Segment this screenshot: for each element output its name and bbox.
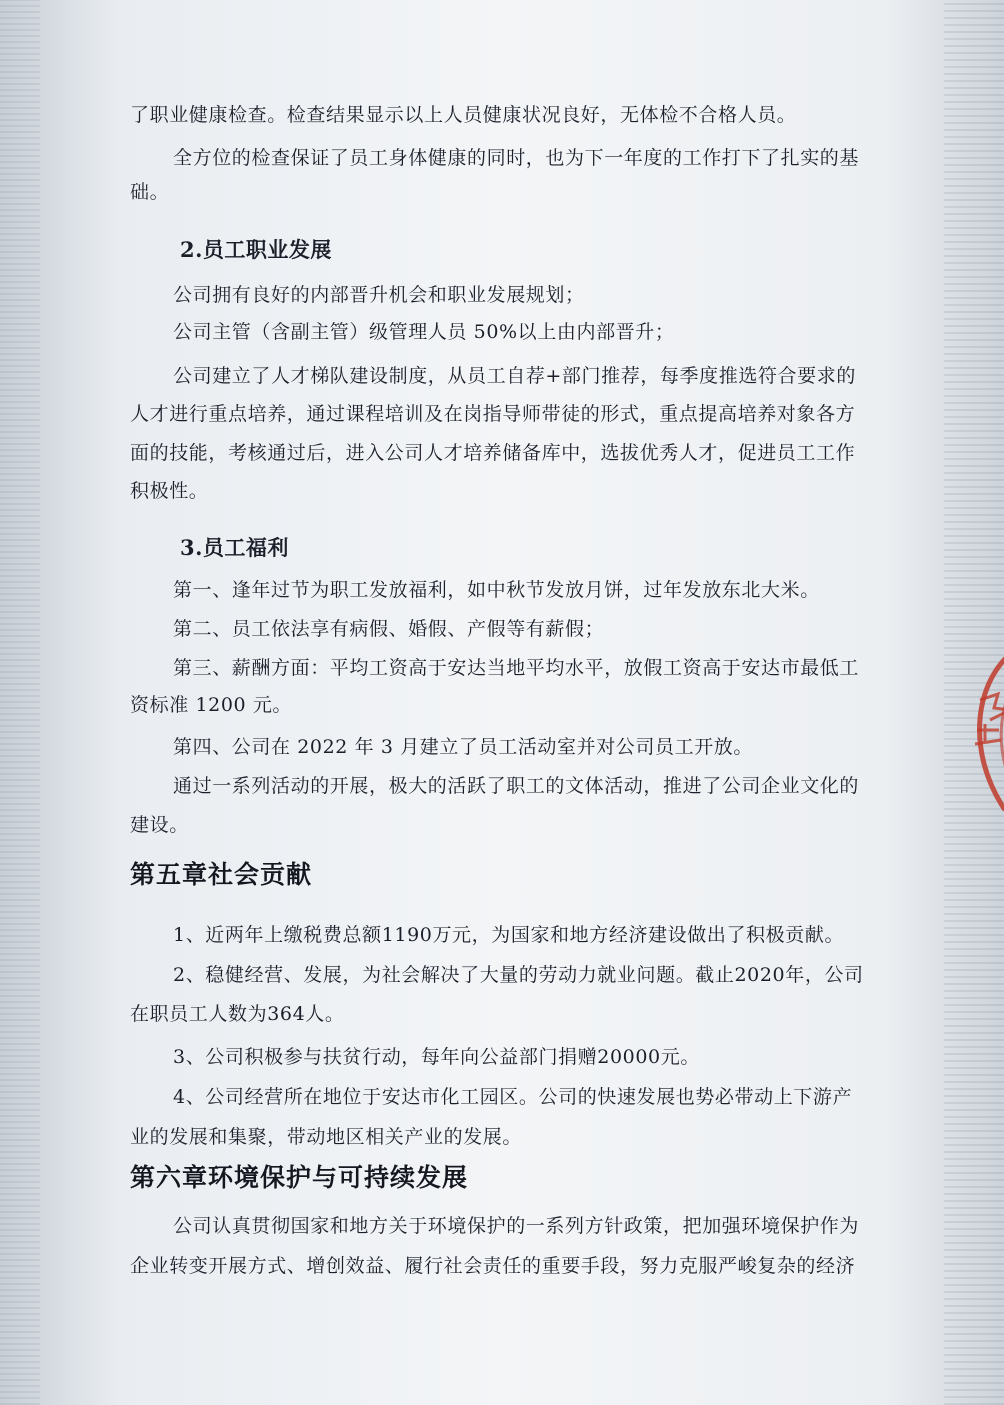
paragraph-line: 公司拥有良好的内部晋升机会和职业发展规划； bbox=[173, 284, 585, 306]
paragraph-line: 业的发展和集聚，带动地区相关产业的发展。 bbox=[130, 1126, 523, 1148]
paragraph-line: 1、近两年上缴税费总额1190万元，为国家和地方经济建设做出了积极贡献。 bbox=[173, 924, 845, 946]
paragraph-line: 建设。 bbox=[130, 814, 189, 836]
paragraph-line: 在职员工人数为364人。 bbox=[130, 1003, 345, 1025]
subheading: 2.员工职业发展 bbox=[180, 237, 332, 262]
paragraph-line: 第三、薪酬方面：平均工资高于安达当地平均水平，放假工资高于安达市最低工 bbox=[173, 657, 860, 679]
paragraph-line: 积极性。 bbox=[130, 480, 209, 502]
paragraph-line: 第四、公司在 2022 年 3 月建立了员工活动室并对公司员工开放。 bbox=[173, 736, 754, 758]
paragraph-line: 企业转变开展方式、增创效益、履行社会责任的重要手段，努力克服严峻复杂的经济 bbox=[130, 1255, 856, 1277]
paragraph-line: 全方位的检查保证了员工身体健康的同时，也为下一年度的工作打下了扎实的基 bbox=[173, 147, 860, 169]
paragraph-line: 公司主管（含副主管）级管理人员 50%以上由内部晋升； bbox=[173, 321, 675, 343]
chapter-heading: 第五章社会贡献 bbox=[130, 860, 313, 889]
paragraph-line: 面的技能，考核通过后，进入公司人才培养储备库中，选拔优秀人才，促进员工工作 bbox=[130, 442, 856, 464]
paragraph-line: 第一、逢年过节为职工发放福利，如中秋节发放月饼，过年发放东北大米。 bbox=[173, 579, 820, 601]
paragraph-line: 2、稳健经营、发展，为社会解决了大量的劳动力就业问题。截止2020年，公司 bbox=[173, 964, 864, 986]
red-seal-stamp bbox=[955, 640, 1004, 820]
paragraph-line: 公司建立了人才梯队建设制度，从员工自荐+部门推荐，每季度推选符合要求的 bbox=[173, 365, 856, 387]
paragraph-line: 3、公司积极参与扶贫行动，每年向公益部门捐赠20000元。 bbox=[173, 1046, 700, 1068]
chapter-heading: 第六章环境保护与可持续发展 bbox=[130, 1163, 469, 1192]
scan-edge-left bbox=[0, 0, 40, 1405]
paragraph-line: 人才进行重点培养，通过课程培训及在岗指导师带徒的形式，重点提高培养对象各方 bbox=[130, 403, 856, 425]
paragraph-line: 第二、员工依法享有病假、婚假、产假等有薪假； bbox=[173, 618, 605, 640]
paragraph-line: 资标准 1200 元。 bbox=[130, 694, 293, 716]
subheading: 3.员工福利 bbox=[180, 535, 289, 560]
paragraph-line: 4、公司经营所在地位于安达市化工园区。公司的快速发展也势必带动上下游产 bbox=[173, 1086, 853, 1108]
paragraph-line: 了职业健康检查。检查结果显示以上人员健康状况良好，无体检不合格人员。 bbox=[130, 104, 797, 126]
paragraph-line: 公司认真贯彻国家和地方关于环境保护的一系列方针政策，把加强环境保护作为 bbox=[173, 1215, 860, 1237]
paragraph-line: 通过一系列活动的开展，极大的活跃了职工的文体活动，推进了公司企业文化的 bbox=[173, 775, 860, 797]
paragraph-line: 础。 bbox=[130, 181, 170, 203]
